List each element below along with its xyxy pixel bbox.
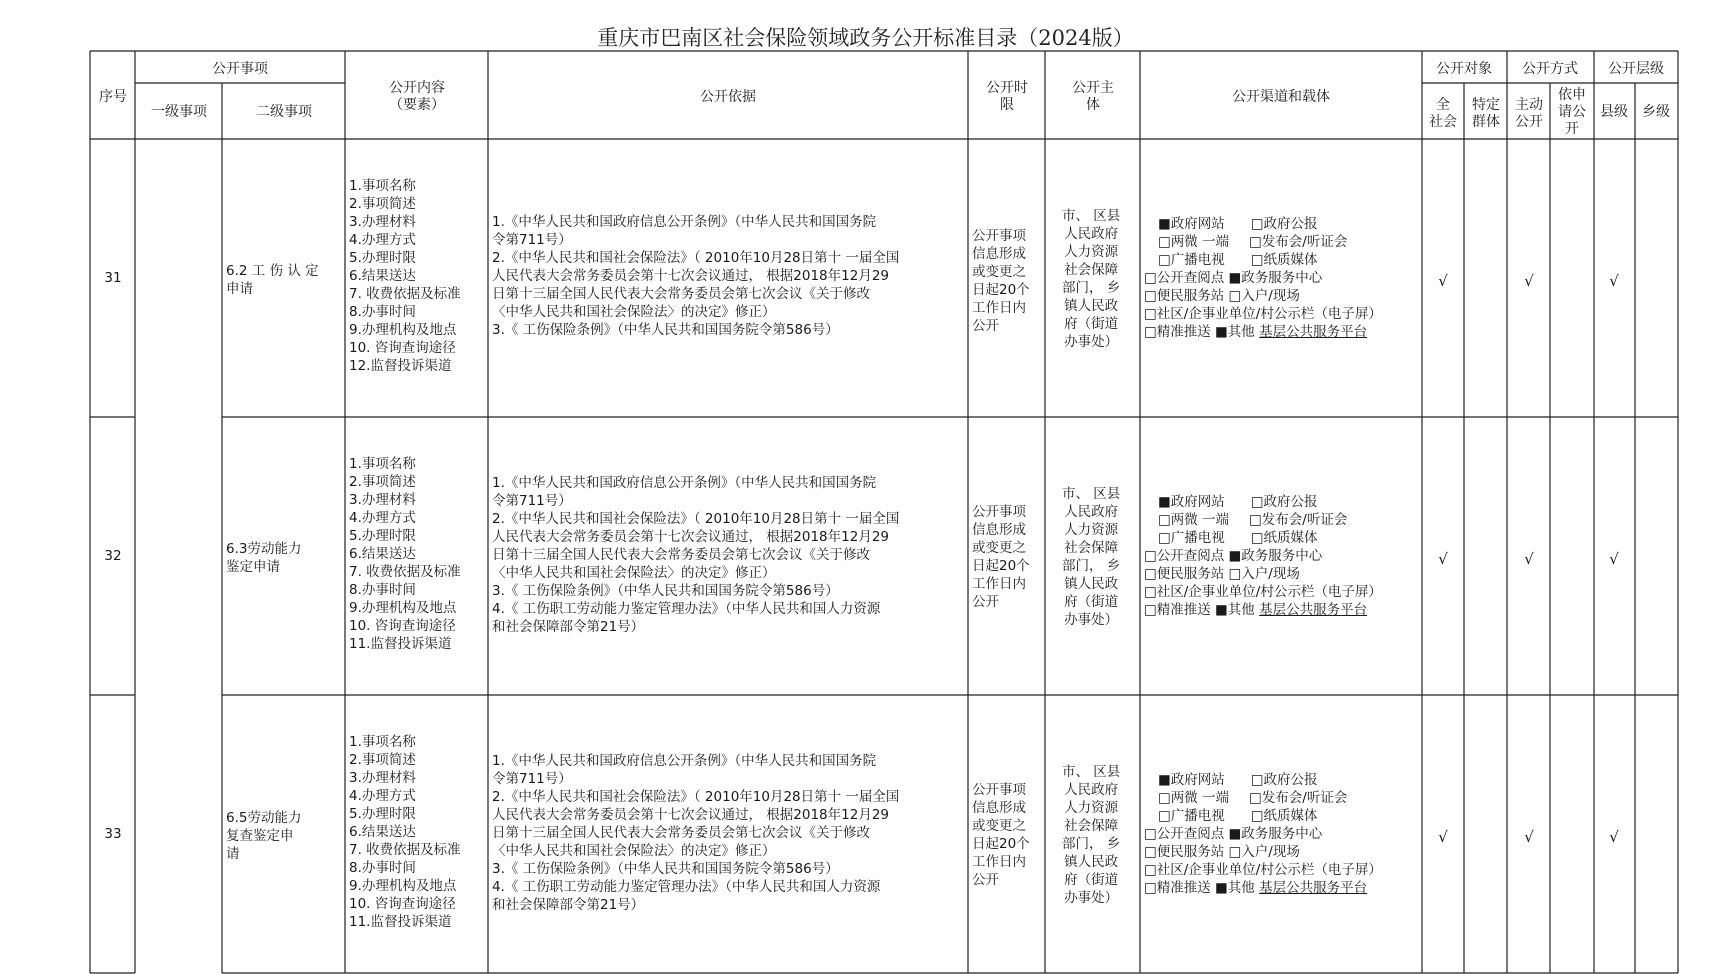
row-33-check-all: √ [1438,828,1448,846]
row-32-content: 1.事项名称 2.事项简述 3.办理材料 4.办理方式 5.办理时限 6.结果送达 7. 收费依据及标准 8.办事时间 9.办理机构及地点 10. 咨询查询途径 11.监督投诉渠道 [349,456,461,652]
header-level2: 二级事项 [256,104,312,120]
row-31-subject: 市、 区县 人民政府 人力资源 社会保障 部门， 乡 镇人民政 府（街道 办事处） [1062,208,1121,350]
row-33-level2: 6.5劳动能力 复查鉴定申 请 [226,810,302,862]
header-target-specific: 特定 群体 [1472,97,1500,130]
header-timelimit: 公开时 限 [986,80,1028,113]
row-31-check-all: √ [1438,272,1448,290]
header-basis: 公开依据 [700,89,756,105]
row-32-level2: 6.3劳动能力 鉴定申请 [226,541,302,575]
row-32-check-active: √ [1524,550,1534,568]
header-items: 公开事项 [212,61,268,77]
header-mode-active: 主动 公开 [1515,97,1543,130]
header-target-all: 全 社会 [1429,97,1457,130]
row-33-seq: 33 [104,826,122,842]
row-32-check-all: √ [1438,550,1448,568]
row-31-check-active: √ [1524,272,1534,290]
row-31-basis: 1.《中华人民共和国政府信息公开条例》（中华人民共和国国务院 令第711号） 2.《中华人民共和国社会保险法》（ 2010年10月28日第十 一届全国 人民代表大会常务委员会第十七次会议通过， 根据2018年12月29 日第十三届全国人民代表大会常务委员会第七次会议《关于修改 〈中华人民共和国社会保险法〉的决定》修正） 3.《 工伤保险条例》（中华人民共和国国务院令第586号） [492,214,900,338]
row-32-channels: ■政府网站 □政府公报 □两微 一端 □发布会/听证会 □广播电视 □纸质媒体 □公开查阅点 ■政务服务中心 □便民服务站 □入户/现场 □社区/企事业单位/村公示栏（电子屏） □精准推送 ■其他 基层公共服务平台 [1144,494,1382,618]
row-31-level2: 6.2 工 伤 认 定 申请 [226,263,319,297]
header-level-town: 乡级 [1642,104,1670,120]
page-title: 重庆市巴南区社会保险领域政务公开标准目录（2024版） [597,26,1134,50]
row-33-timelimit: 公开事项 信息形成 或变更之 日起20个 工作日内 公开 [972,782,1030,888]
header-level: 公开层级 [1608,61,1664,77]
header-target: 公开对象 [1436,61,1492,77]
row-31-timelimit: 公开事项 信息形成 或变更之 日起20个 工作日内 公开 [972,228,1030,334]
row-31-seq: 31 [104,270,122,286]
row-33-check-county: √ [1609,828,1619,846]
row-33-content: 1.事项名称 2.事项简述 3.办理材料 4.办理方式 5.办理时限 6.结果送达 7. 收费依据及标准 8.办事时间 9.办理机构及地点 10. 咨询查询途径 11.监督投诉渠道 [349,734,461,930]
header-mode-request: 依申 请公 开 [1558,87,1586,137]
row-32-basis: 1.《中华人民共和国政府信息公开条例》（中华人民共和国国务院 令第711号） 2.《中华人民共和国社会保险法》（ 2010年10月28日第十 一届全国 人民代表大会常务委员会第十七次会议通过， 根据2018年12月29 日第十三届全国人民代表大会常务委员会第七次会议《关于修改 〈中华人民共和国社会保险法〉的决定》修正） 3.《 工伤保险条例》（中华人民共和国国务院令第586号） 4.《 工伤职工劳动能力鉴定管理办法》（中华人民共和国人力资源 和社会保障部令第21号） [492,475,900,635]
row-31-check-county: √ [1609,272,1619,290]
row-32-seq: 32 [104,548,122,564]
row-31-channels: ■政府网站 □政府公报 □两微 一端 □发布会/听证会 □广播电视 □纸质媒体 □公开查阅点 ■政务服务中心 □便民服务站 □入户/现场 □社区/企事业单位/村公示栏（电子屏） □精准推送 ■其他 基层公共服务平台 [1144,216,1382,340]
row-32-timelimit: 公开事项 信息形成 或变更之 日起20个 工作日内 公开 [972,504,1030,610]
header-subject: 公开主 体 [1072,80,1114,113]
row-33-channels: ■政府网站 □政府公报 □两微 一端 □发布会/听证会 □广播电视 □纸质媒体 □公开查阅点 ■政务服务中心 □便民服务站 □入户/现场 □社区/企事业单位/村公示栏（电子屏） □精准推送 ■其他 基层公共服务平台 [1144,772,1382,896]
header-content: 公开内容 （要素） [389,80,445,113]
row-33-check-active: √ [1524,828,1534,846]
row-32-subject: 市、 区县 人民政府 人力资源 社会保障 部门， 乡 镇人民政 府（街道 办事处） [1062,486,1121,628]
header-mode: 公开方式 [1522,61,1578,77]
row-33-subject: 市、 区县 人民政府 人力资源 社会保障 部门， 乡 镇人民政 府（街道 办事处） [1062,764,1121,906]
header-seq: 序号 [99,89,127,105]
header-channels: 公开渠道和载体 [1232,89,1330,105]
row-32-check-county: √ [1609,550,1619,568]
row-31-content: 1.事项名称 2.事项简述 3.办理材料 4.办理方式 5.办理时限 6.结果送达 7. 收费依据及标准 8.办事时间 9.办理机构及地点 10. 咨询查询途径 12.监督投诉渠道 [349,178,461,374]
header-level1: 一级事项 [151,104,207,120]
header-level-county: 县级 [1600,104,1628,120]
row-33-basis: 1.《中华人民共和国政府信息公开条例》（中华人民共和国国务院 令第711号） 2.《中华人民共和国社会保险法》（ 2010年10月28日第十 一届全国 人民代表大会常务委员会第十七次会议通过， 根据2018年12月29 日第十三届全国人民代表大会常务委员会第七次会议《关于修改 〈中华人民共和国社会保险法〉的决定》修正） 3.《 工伤保险条例》（中华人民共和国国务院令第586号） 4.《 工伤职工劳动能力鉴定管理办法》（中华人民共和国人力资源 和社会保障部令第21号） [492,753,900,913]
